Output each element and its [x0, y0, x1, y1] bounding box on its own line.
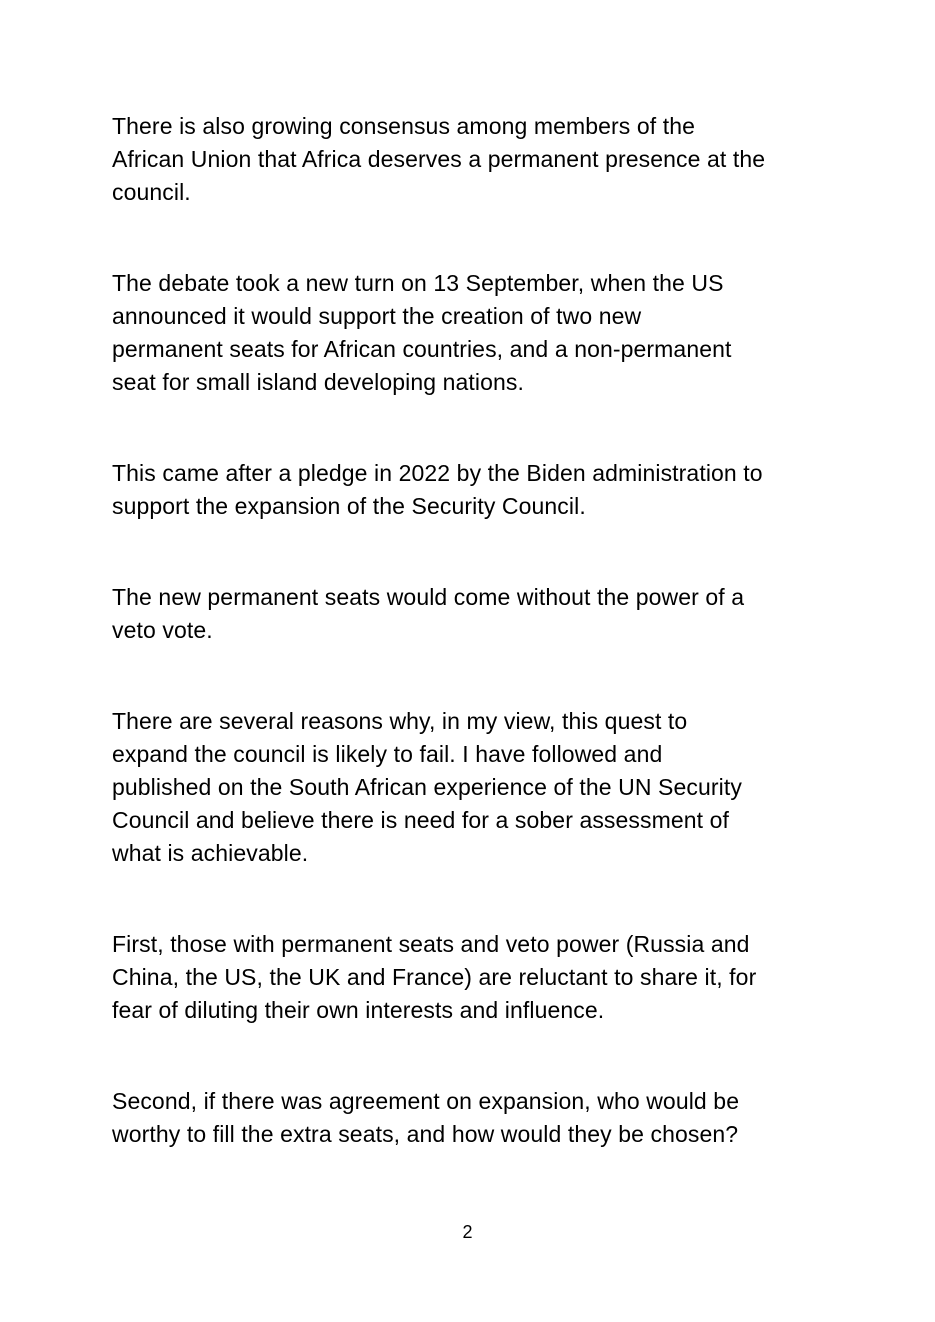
paragraph-3: This came after a pledge in 2022 by the Biden administration to support the expansion of the Security Council.: [112, 460, 763, 519]
paragraph-2: The debate took a new turn on 13 September, when the US announced it would support the creation of two new permanent seats for African countries, and a non-permanent seat for small island developing nations.: [112, 270, 732, 395]
paragraph-4: The new permanent seats would come without the power of a veto vote.: [112, 584, 745, 643]
paragraph-7: Second, if there was agreement on expansion, who would be worthy to fill the extra seats, and how would they be chosen?: [112, 1088, 740, 1147]
page-footer: [0, 1222, 935, 1243]
page-number: 2: [462, 1222, 473, 1242]
document-body: [112, 110, 842, 1209]
paragraph-1: There is also growing consensus among members of the African Union that Africa deserves a permanent presence at the council.: [112, 113, 766, 205]
paragraph-6: First, those with permanent seats and veto power (Russia and China, the US, the UK and France) are reluctant to share it, for fear of diluting their own interests and influence.: [112, 931, 757, 1023]
paragraph-5: There are several reasons why, in my view, this quest to expand the council is likely to fail. I have followed and published on the South African experience of the UN Security Council and believe there is need for a sober assessment of what is achievable.: [112, 708, 742, 866]
